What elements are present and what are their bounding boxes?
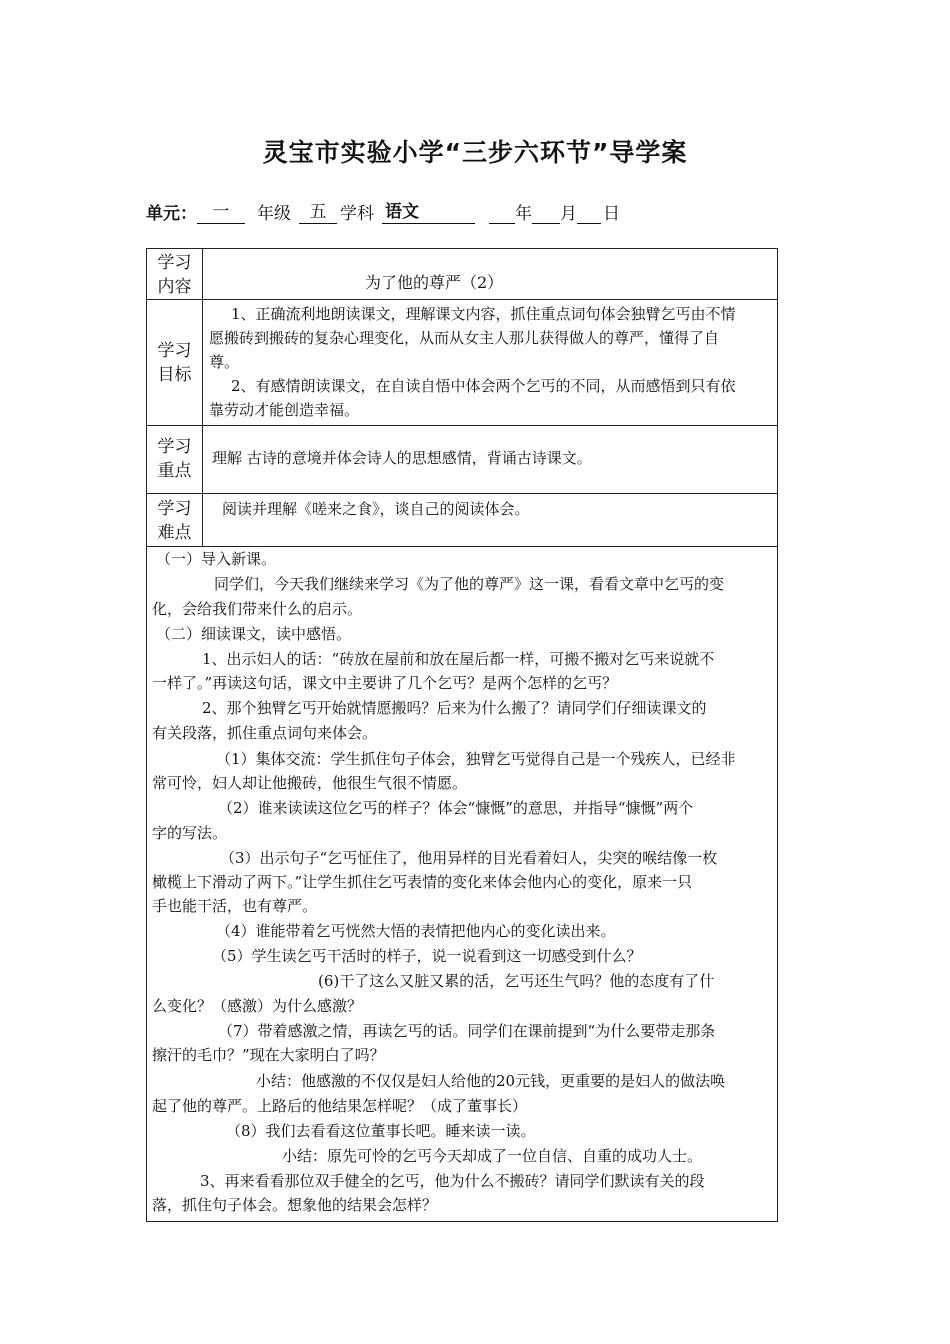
column-divider [202,249,203,546]
goal-line: 2、有感情朗读课文，在自读自悟中体会两个乞丐的不同，从而感悟到只有依 [231,377,736,395]
row-divider [147,425,777,426]
row-label-goals: 学习 目标 [157,341,192,385]
body-line: （5）学生读乞丐干活时的样子，说一说看到这一切感受到什么？ [212,947,642,965]
body-line: 一样了。”再读这句话，课文中主要讲了几个乞丐？是两个怎样的乞丐？ [152,674,618,692]
body-line: 小结：原先可怜的乞丐今天却成了一位自信、自重的成功人士。 [282,1147,703,1165]
body-line: 小结：他感激的不仅仅是妇人给他的20元钱，更重要的是妇人的做法唤 [256,1072,726,1090]
body-line: 手也能干活，也有尊严。 [152,897,318,915]
body-line: （8）我们去看看这位董事长吧。睡来读一读。 [226,1122,536,1140]
document-title: 灵宝市实验小学“三步六环节”导学案 [262,138,688,167]
body-line: 字的写法。 [152,824,228,842]
goal-line: 靠劳动才能创造幸福。 [209,401,360,419]
body-line: （7）带着感激之情，再读乞丐的话。同学们在课前提到“为什么要带走那条 [218,1022,716,1040]
subject-label: 学科 [340,204,374,224]
unit-label: 单元： [146,204,197,224]
row-divider [147,299,777,300]
body-line: （4）谁能带着乞丐恍然大悟的表情把他内心的变化读出来。 [216,922,616,940]
body-line: 常可怜，妇人却让他搬砖，他很生气很不情愿。 [152,774,468,792]
body-line: 1、出示妇人的话：“砖放在屋前和放在屋后都一样，可搬不搬对乞丐来说就不 [202,650,715,668]
year-blank [489,202,515,224]
goal-line: 愿搬砖到搬砖的复杂心理变化，从而从女主人那儿获得做人的尊严，懂得了自 [209,329,720,347]
row-divider [147,493,777,494]
body-line: （2）谁来读读这位乞丐的样子？体会“慷慨”的意思，并指导“慷慨”两个 [218,799,694,817]
body-line: （一）导入新课。 [156,550,277,568]
year-label: 年 [515,204,532,224]
body-line: (6)干了这么又脏又累的活，乞丐还生气吗？他的态度有了什 [318,972,715,990]
lesson-difficulty: 阅读并理解《嗟来之食》，谈自己的阅读体会。 [222,500,530,518]
goal-line: 1、正确流利地朗读课文，理解课文内容，抓住重点词句体会独臂乞丐由不情 [231,305,736,323]
body-line: 3、再来看看那位双手健全的乞丐，他为什么不搬砖？请同学们默读有关的段 [200,1172,705,1190]
body-line: （1）集体交流：学生抓住句子体会，独臂乞丐觉得自己是一个残疾人，已经非 [216,750,736,768]
lesson-key-point: 理解 古诗的意境并体会诗人的思想感情，背诵古诗课文。 [212,449,592,467]
month-blank [532,202,560,224]
day-blank [577,202,601,224]
body-line: 起了他的尊严。上路后的他结果怎样呢？（成了董事长） [152,1097,528,1115]
row-label-content: 学习 内容 [157,253,192,297]
unit-value: 一 [197,202,245,224]
grade-label: 年级 [257,204,291,224]
body-line: 同学们，今天我们继续来学习《为了他的尊严》这一课，看看文章中乞丐的变 [214,575,725,593]
body-line: 擦汗的毛巾？”现在大家明白了吗？ [152,1046,385,1064]
goal-line: 尊。 [209,353,240,371]
body-line: 落，抓住句子体会。想象他的结果会怎样？ [152,1196,438,1214]
row-label-key: 学习 重点 [157,437,192,481]
body-line: 橄榄上下滑动了两下。”让学生抓住乞丐表情的变化来体会他内心的变化，原来一只 [152,873,693,891]
subject-value: 语文 [382,202,475,224]
body-line: 化，会给我们带来什么的启示。 [152,600,363,618]
header-meta [146,199,620,224]
lesson-content-text: 为了他的尊严（2） [365,273,504,292]
body-line: 么变化？（感激）为什么感激？ [152,997,363,1015]
body-line: （3）出示句子“乞丐怔住了，他用异样的目光看着妇人，尖突的喉结像一枚 [220,849,718,867]
grade-value: 五 [299,202,337,224]
month-label: 月 [560,204,577,224]
row-label-difficulty: 学习 难点 [157,499,192,543]
day-label: 日 [603,204,620,224]
body-line: 有关段落，抓住重点词句来体会。 [152,724,378,742]
body-line: （二）细读课文，读中感悟。 [156,625,352,643]
body-line: 2、那个独臂乞丐开始就情愿搬吗？后来为什么搬了？请同学们仔细读课文的 [202,699,707,717]
lesson-goals [209,302,777,422]
